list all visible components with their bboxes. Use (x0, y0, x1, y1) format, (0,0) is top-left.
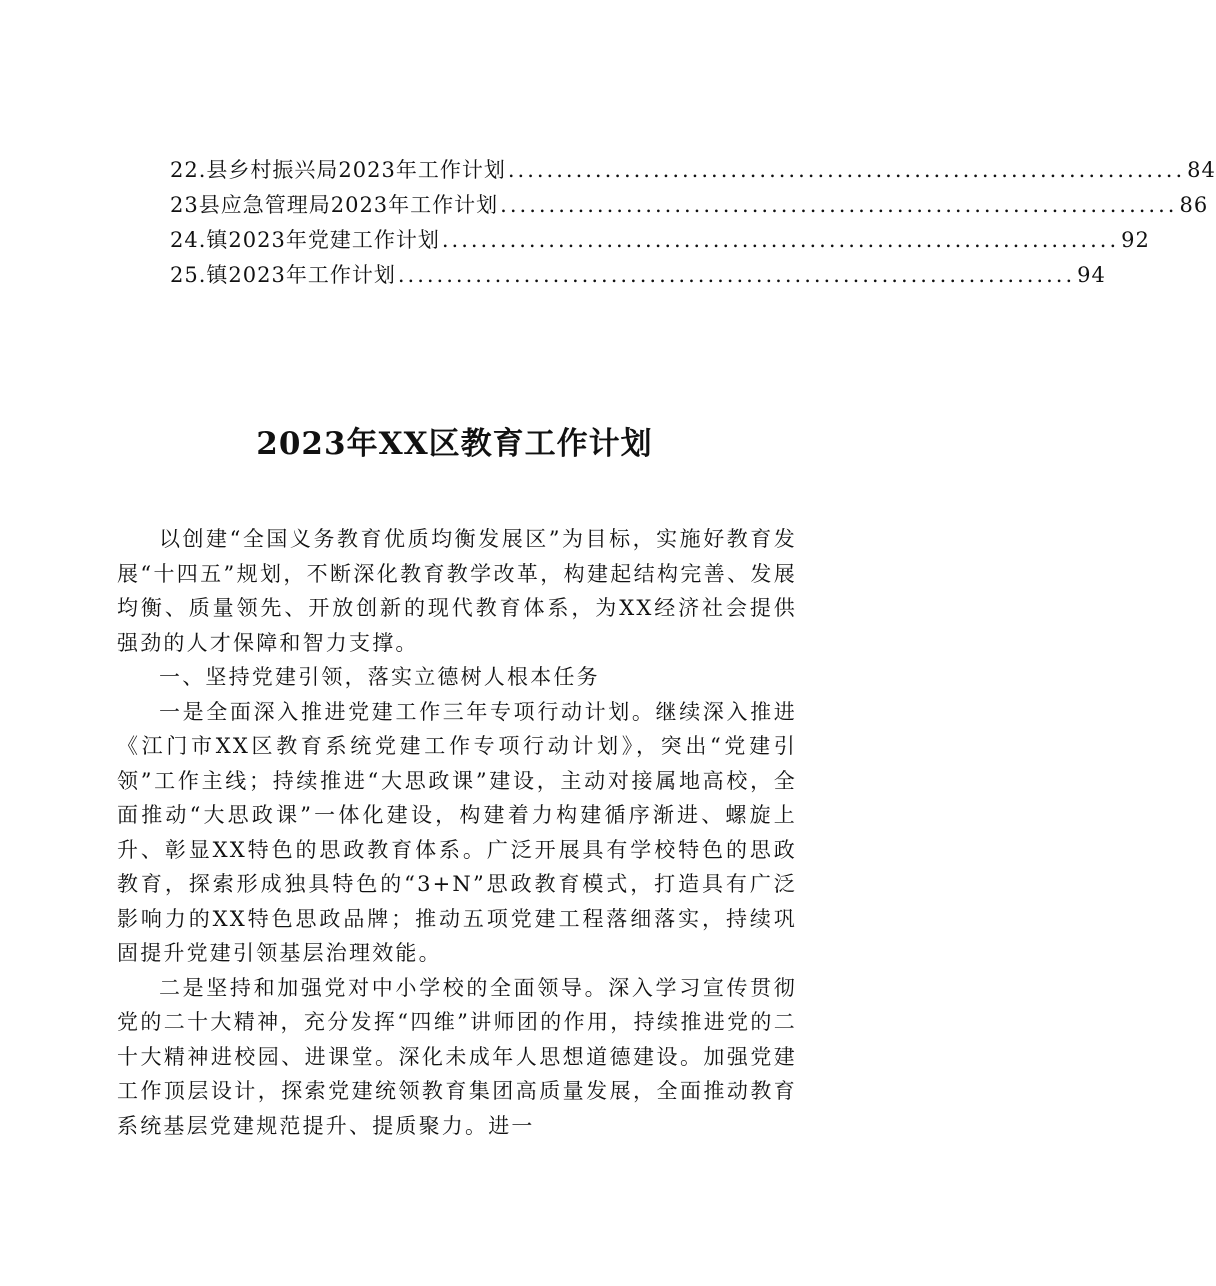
toc-entry-page: 84 (1187, 158, 1216, 182)
body-paragraph: 一是全面深入推进党建工作三年专项行动计划。继续深入推进《江门市XX区教育系统党建工作专项行动计划》，突出“党建引领”工作主线；持续推进“大思政课”建设，主动对接属地高校，全面推动“大思政课”一体化建设，构建着力构建循序渐进、螺旋上升、彰显XX特色的思政教育体系。广泛开展具有学校特色的思政教育，探索形成独具特色的“3+N”思政教育模式，打造具有广泛影响力的XX特色思政品牌；推动五项党建工程落细落实，持续巩固提升党建引领基层治理效能。 (117, 699, 797, 965)
toc-entry[interactable] (170, 223, 1150, 258)
table-of-contents (170, 153, 1216, 293)
intro-paragraph: 以创建“全国义务教育优质均衡发展区”为目标，实施好教育发展“十四五”规划，不断深化教育教学改革，构建起结构完善、发展均衡、质量领先、开放创新的现代教育体系，为XX经济社会提供强劲的人才保障和智力支撑。 (117, 527, 797, 655)
toc-entry-page: 92 (1121, 228, 1150, 252)
document-title: 2023年XX区教育工作计划 (256, 426, 653, 462)
body-paragraph: 二是坚持和加强党对中小学校的全面领导。深入学习宣传贯彻党的二十大精神，充分发挥“四维”讲师团的作用，持续推进党的二十大精神进校园、进课堂。深化未成年人思想道德建设。加强党建工作顶层设计，探索党建统领教育集团高质量发展，全面推动教育系统基层党建规范提升、提质聚力。进一 (117, 975, 797, 1138)
toc-entry-title: 24.镇2023年党建工作计划 (170, 228, 440, 252)
document-body (117, 522, 797, 1143)
toc-entry-title: 25.镇2023年工作计划 (170, 263, 396, 287)
toc-entry[interactable] (170, 258, 1106, 293)
toc-entry[interactable] (170, 188, 1209, 223)
toc-leader-dots: ...................................................................... (397, 263, 1076, 287)
toc-entry-title: 23县应急管理局2023年工作计划 (170, 193, 499, 217)
toc-leader-dots: ...................................................................... (441, 228, 1120, 252)
section-heading: 一、坚持党建引领，落实立德树人根本任务 (159, 665, 600, 689)
toc-leader-dots: ...................................................................... (507, 158, 1186, 182)
toc-entry[interactable] (170, 153, 1216, 188)
toc-leader-dots: ...................................................................... (500, 193, 1178, 217)
toc-entry-title: 22.县乡村振兴局2023年工作计划 (170, 158, 506, 182)
toc-entry-page: 86 (1179, 193, 1209, 217)
toc-entry-page: 94 (1077, 263, 1106, 287)
